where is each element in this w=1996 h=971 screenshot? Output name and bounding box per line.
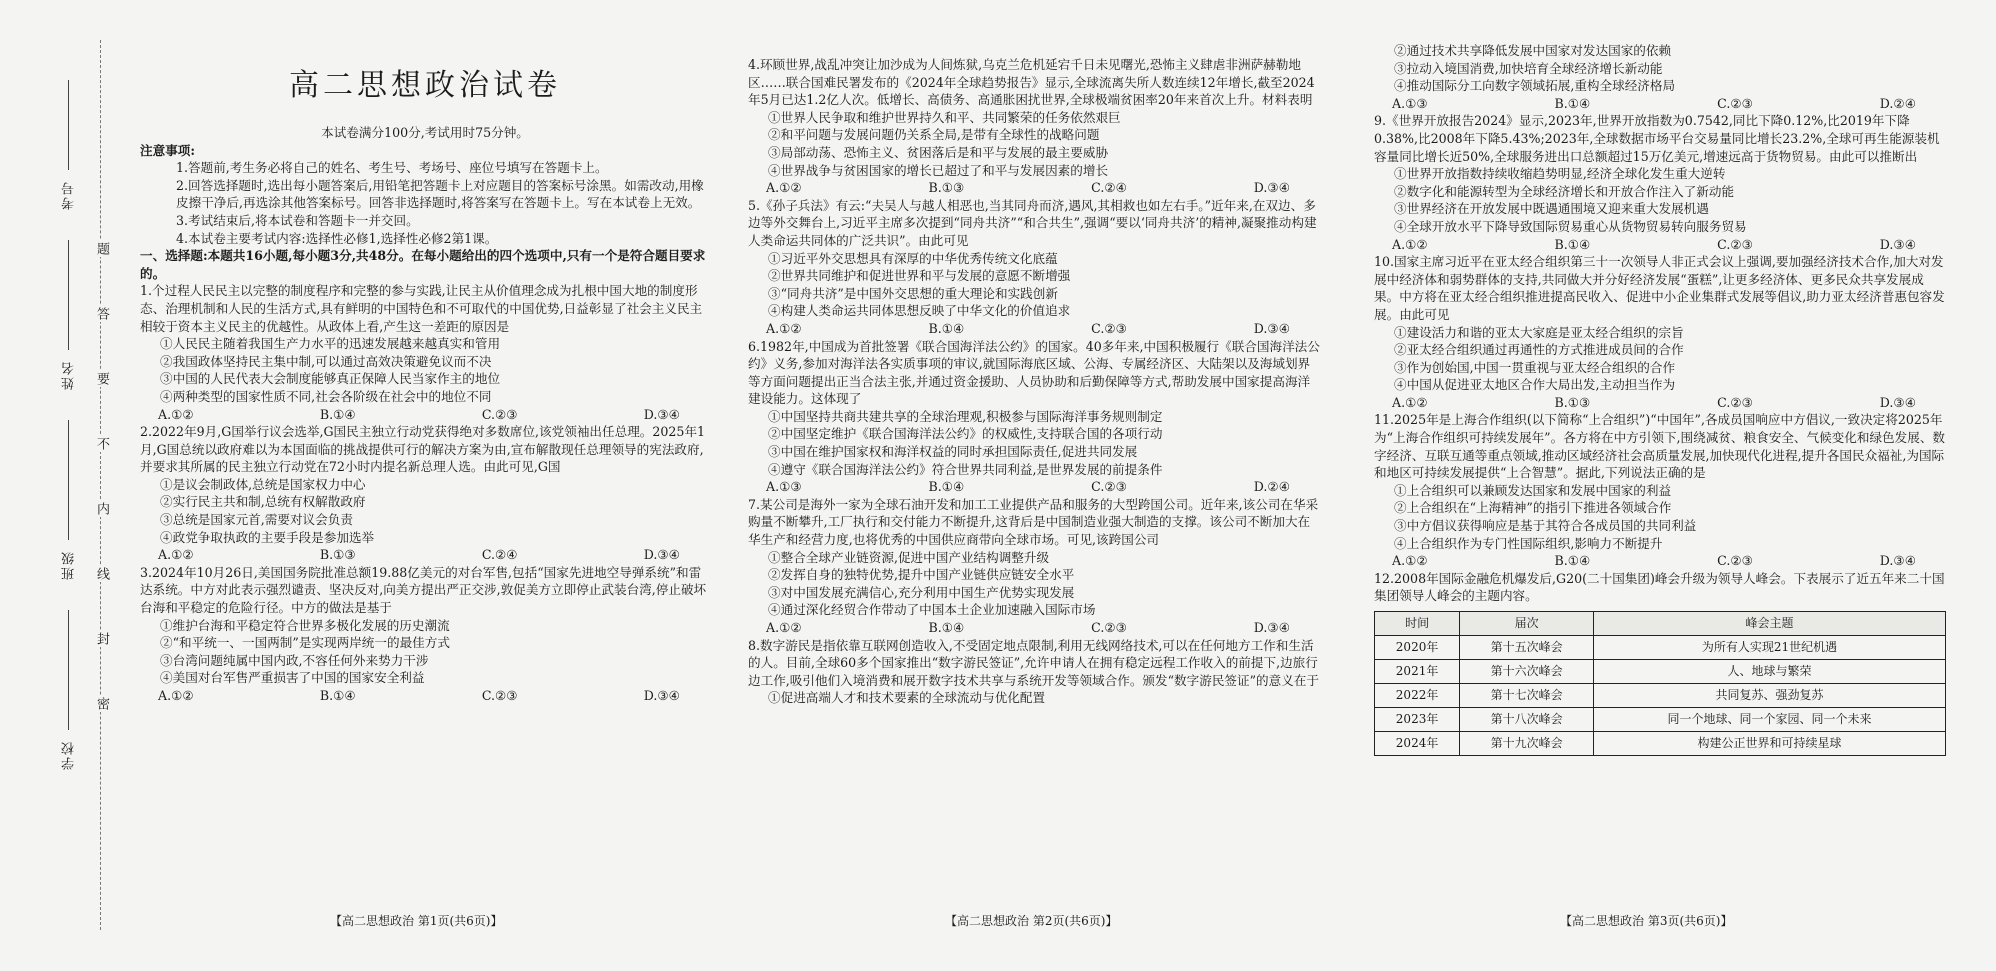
kaohao-line — [68, 80, 69, 170]
option: B.①④ — [928, 320, 965, 336]
answer-options — [1374, 95, 1946, 113]
statement: ④遵守《联合国海洋法公约》符合世界共同利益,是世界发展的前提条件 — [768, 461, 1163, 477]
statement: ③中方倡议获得响应是基于其符合各成员国的共同利益 — [1394, 518, 1697, 534]
statement: ④上合组织作为专门性国际组织,影响力不断提升 — [1394, 535, 1663, 551]
seal-char: 线 — [94, 567, 109, 580]
option: A.①② — [1392, 236, 1428, 252]
statement: ②中国坚定维护《联合国海洋法公约》的权威性,支持联合国的各项行动 — [768, 426, 1163, 442]
statement: ③作为创始国,中国一贯重视与亚太经合组织的合作 — [1394, 359, 1676, 375]
question-stem: 12.2008年国际金融危机爆发后,G20(二十国集团)峰会升级为领导人峰会。下表展示了近五年来二十国集团领导人峰会的主题内容。 — [1374, 570, 1945, 604]
question-6 — [748, 338, 1320, 496]
question-7 — [748, 496, 1320, 637]
question-stem: 11.2025年是上海合作组织(以下简称“上合组织”)“中国年”,各成员国响应中方倡议,一致决定将2025年为“上海合作组织可持续发展年”。各方将在中方引领下,围绕减贫、粮食安全、气候变化和绿色发展、数字经济、互联互通等重点领域,推动区域经济社会高质量发展,加快现代化进程,提升各国民众福祉,为国际和地区可持续发展提供“上合智慧”。据此,下列说法正确的是 — [1374, 412, 1946, 481]
statement: ④政党争取执政的主要手段是参加选举 — [160, 529, 375, 545]
option: D.③④ — [1879, 394, 1916, 410]
question-2 — [140, 423, 710, 564]
question-8-continued — [1374, 42, 1946, 112]
option: D.③④ — [643, 688, 680, 703]
table-header: 峰会主题 — [1594, 612, 1946, 636]
question-stem: 6.1982年,中国成为首批签署《联合国海洋法公约》的国家。40多年来,中国积极履行《联合国海洋法公约》义务,参加对海洋法各实质事项的审议,就国际海底区域、公海、专属经济区、大陆架以及海域划界等方面问题提出正当合法主张,并通过资金援助、人员协助和后勤保障等方式,帮助发展中国家提高海洋建设能力。这体现了 — [748, 338, 1320, 407]
notice-item: 3.考试结束后,将本试卷和答题卡一并交回。 — [176, 212, 419, 228]
statement: ②实行民主共和制,总统有权解散政府 — [160, 494, 366, 510]
binding-strip — [0, 40, 132, 930]
question-stem: 8.数字游民是指依靠互联网创造收入,不受固定地点限制,利用无线网络技术,可以在任何地方工作和生活的人。目前,全球60多个国家推出“数字游民签证”,允许申请人在拥有稳定远程工作收入的前提下,边旅行边工作,吸引他们入境消费和展开数字技术共享与系统开发等领域合作。颁发“数字游民签证”的意义在于 — [748, 637, 1320, 688]
seal-dashed-line — [100, 40, 101, 930]
statement: ③对中国发展充满信心,充分利用中国生产优势实现发展 — [768, 584, 1075, 600]
answer-options — [748, 179, 1320, 197]
seal-char: 密 — [94, 697, 109, 710]
table-cell: 2023年 — [1375, 708, 1460, 732]
question-8 — [748, 637, 1320, 707]
option: A.①② — [158, 547, 194, 563]
statement: ④推动国际分工向数字领域拓展,重构全球经济格局 — [1394, 78, 1676, 94]
question-stem: 1.个过程人民民主以完整的制度程序和完整的参与实践,让民主从价值理念成为扎根中国大地的制度形态、治理机制和人民的生活方式,具有鲜明的中国特色和不可取代的中国优势,日益彰显了社会主义民主相较于资本主义民主的优越性。从政体上看,产生这一差距的原因是 — [140, 283, 703, 334]
question-4 — [748, 56, 1320, 197]
statement: ①建设活力和谐的亚太大家庭是亚太经合组织的宗旨 — [1394, 324, 1684, 340]
statement: ②数字化和能源转型为全球经济增长和开放合作注入了新动能 — [1394, 183, 1735, 199]
question-stem: 5.《孙子兵法》有云:“夫吴人与越人相恶也,当其同舟而济,遇风,其相救也如左右手。”近年来,在双边、多边等外交舞台上,习近平主席多次提到“同舟共济”“和合共生”,强调“要以‘同舟共济’的精神,凝聚推动构建人类命运共同体的广泛共识”。由此可见 — [748, 197, 1317, 248]
table-header: 时间 — [1375, 612, 1460, 636]
table-row — [1375, 708, 1946, 732]
seal-char: 答 — [94, 307, 109, 320]
option: D.③④ — [643, 406, 680, 422]
question-stem: 2.2022年9月,G国举行议会选举,G国民主独立行动党获得绝对多数席位,该党领袖出任总理。2025年1月,G国总统以政府难以为本国面临的挑战提供可行的解决方案为由,宣布解散现任总理领导的宪法政府,并要求其所属的民主独立行动党在72小时内提名新总理人选。由此可见,G国 — [140, 424, 706, 475]
question-stem: 7.某公司是海外一家为全球石油开发和加工工业提供产品和服务的大型跨国公司。近年来,该公司在华采购量不断攀升,工厂执行和交付能力不断提升,这背后是中国制造业强大制造的支撑。该公司不断加大在华生产和经营力度,也将优秀的中国供应商带向全球市场。可见,该跨国公司 — [748, 496, 1319, 548]
label-kaohao: 考号 — [62, 180, 77, 210]
table-cell: 2022年 — [1375, 684, 1460, 708]
answer-options — [748, 619, 1320, 637]
table-cell: 2021年 — [1375, 660, 1460, 684]
statement: ④世界战争与贫困国家的增长已超过了和平与发展因素的增长 — [768, 162, 1109, 178]
option: A.①② — [158, 406, 194, 422]
page-3 — [1374, 42, 1946, 756]
option: D.③④ — [1879, 553, 1916, 569]
page-2 — [748, 56, 1320, 707]
notice-item: 1.答题前,考生务必将自己的姓名、考生号、考场号、座位号填写在答题卡上。 — [176, 160, 608, 176]
table-cell: 第十七次峰会 — [1460, 684, 1594, 708]
option: D.③④ — [1253, 620, 1290, 635]
table-cell: 构建公正世界和可持续星球 — [1594, 732, 1946, 756]
statement: ①世界人民争取和维护世界持久和平、共同繁荣的任务依然艰巨 — [768, 109, 1121, 125]
statement: ①上合组织可以兼顾发达国家和发展中国家的利益 — [1394, 482, 1672, 498]
statement: ③拉动入境国消费,加快培育全球经济增长新动能 — [1394, 60, 1663, 76]
question-stem: 10.国家主席习近平在亚太经合组织第三十一次领导人非正式会议上强调,要加强经济技术合作,加大对发展中经济体和弱势群体的支持,共同做大并分好经济发展“蛋糕”,让更多经济体、更多民众共享发展成果。中方将在亚太经合组织推进提高民收入、促进中小企业集群式发展等倡议,助力亚太经济普惠包容发展。由此可见 — [1374, 254, 1945, 322]
table-cell: 第十五次峰会 — [1460, 636, 1594, 660]
question-3 — [140, 564, 710, 705]
notice-heading: 注意事项: — [140, 142, 196, 158]
statement: ④构建人类命运共同体思想反映了中华文化的价值追求 — [768, 303, 1071, 319]
option: C.②③ — [1717, 95, 1753, 111]
table-cell: 同一个地球、同一个家园、同一个未来 — [1594, 708, 1946, 732]
statement: ③中国在维护国家权和海洋权益的同时承担国际责任,促进共同发展 — [768, 444, 1138, 460]
statement: ③中国的人民代表大会制度能够真正保障人民当家作主的地位 — [160, 371, 501, 387]
option: A.①② — [158, 688, 194, 703]
label-banji: 班级 — [62, 550, 77, 580]
table-cell: 第十八次峰会 — [1460, 708, 1594, 732]
exam-intro: 本试卷满分100分,考试用时75分钟。 — [321, 125, 529, 140]
xuexiao-line — [68, 610, 69, 730]
option: B.①④ — [319, 688, 356, 703]
statement: ②上合组织在“上海精神”的指引下推进各领域合作 — [1394, 500, 1672, 516]
answer-options — [1374, 236, 1946, 254]
question-stem: 3.2024年10月26日,美国国务院批准总额19.88亿美元的对台军售,包括“国家先进地空导弹系统”和雷达系统。中方对此表示强烈谴责、坚决反对,向美方提出严正交涉,敦促美方立即停止武装台湾,停止破坏台海和平稳定的危险行径。中方的做法是基于 — [140, 564, 707, 616]
statement: ④两种类型的国家性质不同,社会各阶级在社会中的地位不同 — [160, 388, 492, 404]
statement: ②亚太经合组织通过再通性的方式推进成员间的合作 — [1394, 342, 1684, 358]
statement: ③“同舟共济”是中国外交思想的重大理论和实践创新 — [768, 285, 1058, 301]
label-xingming: 姓名 — [62, 360, 77, 390]
option: B.①④ — [1554, 236, 1591, 252]
option: C.②③ — [1717, 236, 1753, 252]
table-header: 届次 — [1460, 612, 1594, 636]
statement: ②我国政体坚持民主集中制,可以通过高效决策避免议而不决 — [160, 353, 492, 369]
question-1 — [140, 282, 710, 423]
option: A.①② — [766, 620, 802, 635]
option: B.①④ — [1554, 95, 1591, 111]
table-row — [1375, 636, 1946, 660]
statement: ③世界经济在开放发展中既遇通围境又迎来重大发展机遇 — [1394, 201, 1709, 217]
exam-title: 高二思想政治试卷 — [289, 68, 561, 103]
statement: ①人民民主随着我国生产力水平的迅速发展越来越真实和管用 — [160, 336, 501, 352]
statement: ②世界共同维护和促进世界和平与发展的意愿不断增强 — [768, 268, 1071, 284]
table-cell: 共同复苏、强劲复苏 — [1594, 684, 1946, 708]
page-footer: 【高二思想政治 第3页(共6页)】 — [1560, 914, 1733, 928]
statement: ③台湾问题纯属中国内政,不容任何外来势力干涉 — [160, 652, 429, 668]
option: A.①③ — [766, 479, 802, 495]
page-1 — [140, 30, 710, 705]
statement: ③局部动荡、恐怖主义、贫困落后是和平与发展的最主要威胁 — [768, 144, 1109, 160]
question-5 — [748, 197, 1320, 338]
table-cell: 人、地球与繁荣 — [1594, 660, 1946, 684]
statement: ①整合全球产业链资源,促进中国产业结构调整升级 — [768, 549, 1050, 565]
option: D.②④ — [1253, 479, 1290, 495]
answer-options — [140, 687, 710, 705]
seal-char: 不 — [94, 437, 109, 450]
option: C.②③ — [1091, 620, 1127, 635]
answer-options — [140, 546, 710, 564]
option: A.①② — [766, 320, 802, 336]
question-10 — [1374, 253, 1946, 411]
section-heading: 一、选择题:本题共16小题,每小题3分,共48分。在每小题给出的四个选项中,只有一个是符合题目要求的。 — [140, 248, 706, 281]
table-row — [1375, 732, 1946, 756]
seal-char: 封 — [94, 632, 109, 645]
option: B.①③ — [928, 180, 965, 196]
option: A.①③ — [1392, 95, 1428, 111]
answer-options — [1374, 394, 1946, 412]
table-cell: 第十九次峰会 — [1460, 732, 1594, 756]
question-9 — [1374, 112, 1946, 253]
option: B.①④ — [1554, 553, 1591, 569]
option: C.②③ — [1091, 320, 1127, 336]
statement: ①是议会制政体,总统是国家权力中心 — [160, 476, 366, 492]
statement: ④通过深化经贸合作带动了中国本土企业加速融入国际市场 — [768, 602, 1096, 618]
option: D.②④ — [1879, 95, 1916, 111]
statement: ③总统是国家元首,需要对议会负责 — [160, 512, 353, 528]
option: B.①④ — [319, 406, 356, 422]
table-row — [1375, 660, 1946, 684]
question-stem: 4.环顾世界,战乱冲突让加沙成为人间炼狱,乌克兰危机延宕千日未见曙光,恐怖主义肆虐非洲萨赫勒地区……联合国难民署发布的《2024年全球趋势报告》显示,全球流离失所人数连续12年增长,截至2024年5月已达1.2亿人次。低增长、高债务、高通胀困扰世界,全球极端贫困率20年来首次上升。材料表明 — [748, 57, 1315, 108]
table-row — [1375, 684, 1946, 708]
seal-char: 题 — [94, 242, 109, 255]
seal-char: 要 — [94, 372, 109, 385]
statement: ①世界开放指数持续收缩趋势明显,经济全球化发生重大逆转 — [1394, 166, 1726, 182]
xingming-line — [68, 240, 69, 350]
statement: ②发挥自身的独特优势,提升中国产业链供应链安全水平 — [768, 567, 1075, 583]
statement: ①习近平外交思想具有深厚的中华优秀传统文化底蕴 — [768, 250, 1058, 266]
table-cell: 第十六次峰会 — [1460, 660, 1594, 684]
table-cell: 2020年 — [1375, 636, 1460, 660]
statement: ②“和平统一、一国两制”是实现两岸统一的最佳方式 — [160, 635, 450, 651]
statement: ②通过技术共享降低发展中国家对发达国家的依赖 — [1394, 43, 1672, 58]
option: D.③④ — [1253, 180, 1290, 196]
statement: ①中国坚持共商共建共享的全球治理观,积极参与国际海洋事务规则制定 — [768, 408, 1163, 424]
option: D.③④ — [1879, 236, 1916, 252]
option: B.①③ — [319, 547, 356, 563]
option: C.②③ — [1091, 479, 1127, 495]
option: B.①③ — [1554, 394, 1591, 410]
option: C.②③ — [481, 406, 518, 422]
table-cell: 为所有人实现21世纪机遇 — [1594, 636, 1946, 660]
answer-options — [140, 406, 710, 424]
option: C.②③ — [1717, 394, 1753, 410]
statement: ①维护台海和平稳定符合世界多极化发展的历史潮流 — [160, 617, 450, 633]
answer-options — [748, 320, 1320, 338]
option: A.①② — [1392, 553, 1428, 569]
option: C.②④ — [1091, 180, 1127, 196]
option: C.②③ — [1717, 553, 1753, 569]
statement: ④全球开放水平下降导致国际贸易重心从货物贸易转向服务贸易 — [1394, 218, 1747, 234]
statement: ②和平问题与发展问题仍关系全局,是带有全球性的战略问题 — [768, 127, 1100, 143]
table-cell: 2024年 — [1375, 732, 1460, 756]
option: C.②④ — [481, 547, 518, 563]
question-11 — [1374, 411, 1946, 569]
table-header-row — [1375, 612, 1946, 636]
page-footer: 【高二思想政治 第2页(共6页)】 — [945, 914, 1118, 928]
statement: ①促进高端人才和技术要素的全球流动与优化配置 — [768, 690, 1046, 706]
option: B.①④ — [928, 620, 965, 635]
statement: ④中国从促进亚太地区合作大局出发,主动担当作为 — [1394, 377, 1676, 393]
answer-options — [1374, 552, 1946, 570]
question-stem: 9.《世界开放报告2024》显示,2023年,世界开放指数为0.7542,同比下降0.12%,比2019年下降0.38%,比2008年下降5.43%;2023年,全球数据市场平台交易量同比增长23.2%,全球可再生能源装机容量同比增长近50%,全球服务进出口总额超过15万亿美元,增速远高于货物贸易。由此可以推断出 — [1374, 113, 1940, 164]
notice-item: 2.回答选择题时,选出每小题答案后,用铅笔把答题卡上对应题目的答案标号涂黑。如需改动,用橡皮擦干净后,再选涂其他答案标号。回答非选择题时,将答案写在答题卡上。写在本试卷上无效。 — [176, 177, 704, 211]
seal-char: 内 — [94, 502, 109, 515]
option: A.①② — [766, 180, 802, 196]
label-xuexiao: 学校 — [62, 740, 77, 770]
answer-options — [748, 478, 1320, 496]
option: D.③④ — [643, 547, 680, 563]
g20-summit-table — [1374, 611, 1946, 756]
option: A.①② — [1392, 394, 1428, 410]
option: B.①④ — [928, 479, 965, 495]
option: C.②③ — [481, 688, 518, 703]
notice-item: 4.本试卷主要考试内容:选择性必修1,选择性必修2第1课。 — [176, 230, 498, 246]
banji-line — [68, 420, 69, 540]
page-footer: 【高二思想政治 第1页(共6页)】 — [330, 914, 503, 928]
statement: ④美国对台军售严重损害了中国的国家安全利益 — [160, 670, 425, 686]
question-12 — [1374, 570, 1946, 756]
option: D.③④ — [1253, 320, 1290, 336]
